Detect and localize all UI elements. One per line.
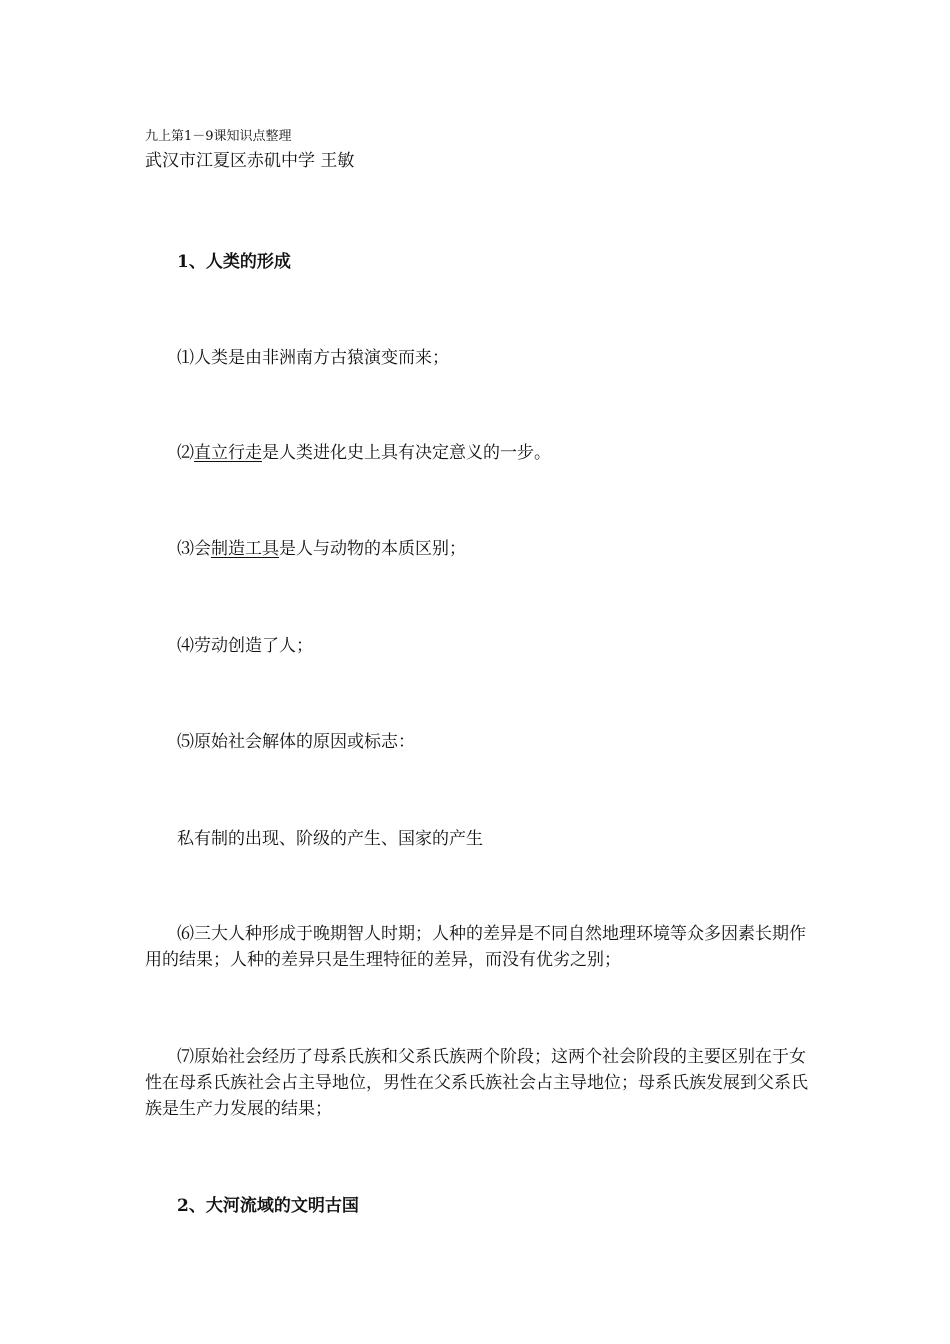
- document-title: 九上第1－9课知识点整理: [145, 129, 292, 144]
- item-2-underlined-term: 直立行走: [194, 443, 262, 463]
- item-7-text: 原始社会经历了母系氏族和父系氏族两个阶段；这两个社会阶段的主要区别在于女性在母系氏族社会占主导地位，男性在父系氏族社会占主导地位；母系氏族发展到父系氏族是生产力发展的结果；: [145, 1047, 808, 1119]
- item-5-detail: 私有制的出现、阶级的产生、国家的产生: [177, 829, 483, 849]
- item-7-number: ⑺: [177, 1047, 194, 1067]
- section-1-heading: 1、人类的形成: [177, 252, 291, 272]
- item-3: [177, 536, 466, 562]
- item-3-underlined-term: 制造工具: [211, 539, 279, 559]
- item-3-number: ⑶: [177, 539, 194, 559]
- item-6-number: ⑹: [177, 924, 194, 944]
- item-6-text: 三大人种形成于晚期智人时期；人种的差异是不同自然地理环境等众多因素长期作用的结果；人种的差异只是生理特征的差异，而没有优劣之别；: [145, 924, 806, 970]
- item-3-text: 是人与动物的本质区别；: [279, 539, 466, 559]
- item-4: [177, 633, 313, 659]
- item-5: [177, 729, 415, 755]
- item-1: [177, 345, 449, 371]
- item-4-text: 劳动创造了人；: [194, 636, 313, 656]
- item-1-text: 人类是由非洲南方古猿演变而来；: [194, 348, 449, 368]
- item-4-number: ⑷: [177, 636, 194, 656]
- item-6: [145, 921, 813, 973]
- section-2-heading: 2、大河流域的文明古国: [177, 1196, 359, 1216]
- item-5-text: 原始社会解体的原因或标志：: [194, 732, 415, 752]
- item-2-text: 是人类进化史上具有决定意义的一步。: [262, 443, 551, 463]
- item-2-number: ⑵: [177, 443, 194, 463]
- item-7: [145, 1044, 813, 1122]
- item-2: [177, 440, 551, 466]
- item-5-number: ⑸: [177, 732, 194, 752]
- item-1-number: ⑴: [177, 348, 194, 368]
- item-3-prefix: 会: [194, 539, 211, 559]
- document-author: 武汉市江夏区赤矶中学 王敏: [145, 151, 355, 171]
